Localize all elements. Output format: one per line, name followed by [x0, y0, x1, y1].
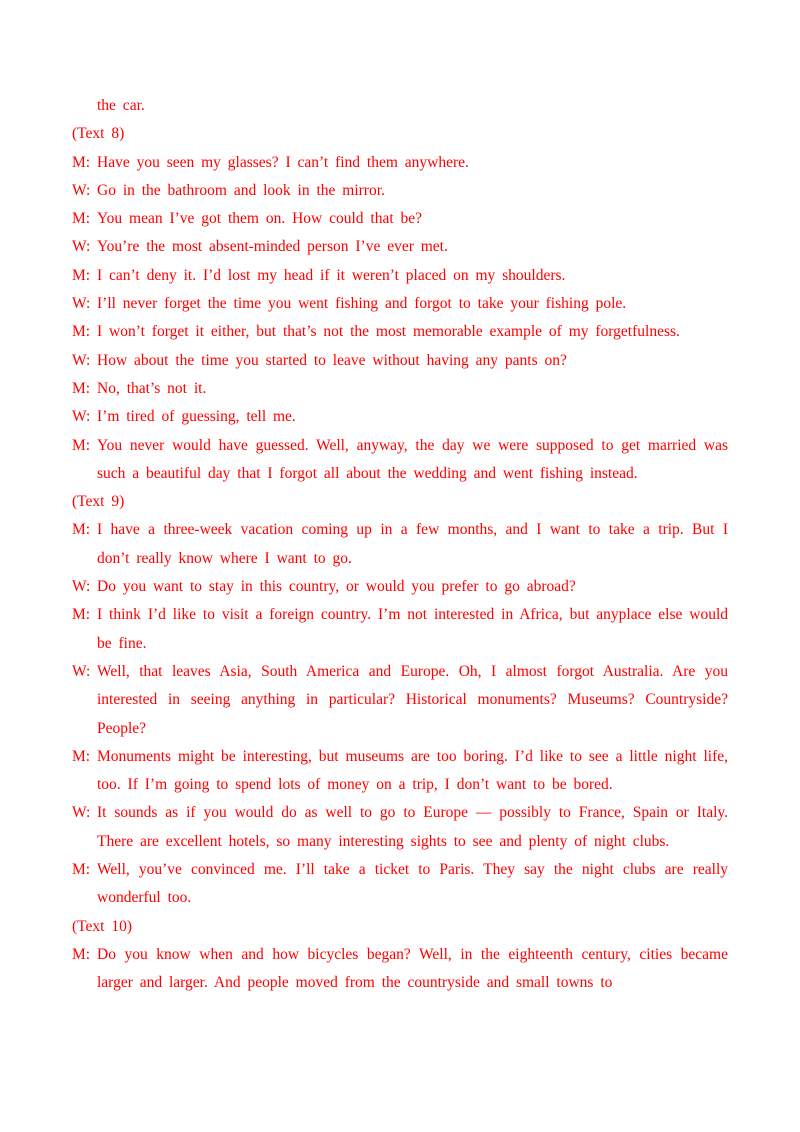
speaker-label: M: [72, 945, 91, 963]
utterance: No, that’s not it. [97, 379, 207, 397]
text-8-dialogue [72, 149, 728, 489]
dialogue-turn [72, 743, 728, 800]
utterance: You’re the most absent-minded person I’ve ever met. [97, 238, 448, 256]
utterance: Monuments might be interesting, but museums are too boring. I’d like to see a little night life, too. If I’m going to spend lots of money on a trip, I don’t want to be bored. [97, 747, 728, 794]
text-9-dialogue [72, 516, 728, 912]
dialogue-turn [72, 177, 728, 205]
dialogue-turn [72, 516, 728, 573]
utterance: Have you seen my glasses? I can’t find them anywhere. [97, 153, 469, 171]
dialogue-turn [72, 941, 728, 998]
dialogue-turn [72, 290, 728, 318]
dialogue-turn [72, 262, 728, 290]
transcript-body [72, 92, 728, 998]
speaker-label: W: [72, 578, 91, 596]
speaker-label: W: [72, 295, 91, 313]
speaker-label: W: [72, 238, 91, 256]
dialogue-turn [72, 403, 728, 431]
speaker-label: M: [72, 153, 91, 171]
speaker-label: M: [72, 747, 91, 765]
dialogue-turn [72, 233, 728, 261]
utterance: You mean I’ve got them on. How could that be? [97, 210, 423, 228]
speaker-label: M: [72, 521, 91, 539]
utterance: I have a three-week vacation coming up in a few months, and I want to take a trip. But I don’t really know where I want to go. [97, 521, 728, 567]
dialogue-turn [72, 205, 728, 233]
utterance: How about the time you started to leave without having any pants on? [97, 351, 567, 369]
dialogue-turn [72, 573, 728, 601]
dialogue-turn [72, 347, 728, 375]
utterance: You never would have guessed. Well, anyway, the day we were supposed to get married was such a beautiful day that I forgot all about the wedding and went fishing instead. [97, 436, 728, 482]
speaker-label: M: [72, 436, 91, 454]
speaker-label: M: [72, 606, 91, 624]
dialogue-turn [72, 432, 728, 489]
text-10-heading: (Text 10) [72, 917, 133, 935]
speaker-label: M: [72, 323, 91, 341]
dialogue-turn [72, 601, 728, 658]
utterance: Do you want to stay in this country, or would you prefer to go abroad? [97, 578, 576, 596]
utterance: I can’t deny it. I’d lost my head if it weren’t placed on my shoulders. [97, 266, 566, 284]
utterance: I won’t forget it either, but that’s not the most memorable example of my forgetfulness. [97, 323, 680, 341]
dialogue-turn [72, 799, 728, 856]
speaker-label: W: [72, 408, 91, 426]
speaker-label: M: [72, 266, 91, 284]
speaker-label: M: [72, 210, 91, 228]
utterance: Well, that leaves Asia, South America and Europe. Oh, I almost forgot Australia. Are you interested in seeing anything in particular? Historical monuments? Museums? Countryside? People? [97, 662, 728, 737]
utterance: Well, you’ve convinced me. I’ll take a ticket to Paris. They say the night clubs are really wonderful too. [97, 861, 728, 907]
utterance: I think I’d like to visit a foreign country. I’m not interested in Africa, but anyplace else would be fine. [97, 606, 728, 652]
dialogue-turn [72, 375, 728, 403]
dialogue-turn [72, 856, 728, 913]
speaker-label: M: [72, 379, 91, 397]
dialogue-turn [72, 658, 728, 743]
utterance: I’m tired of guessing, tell me. [97, 408, 296, 426]
text-9-heading: (Text 9) [72, 493, 125, 511]
speaker-label: W: [72, 351, 91, 369]
utterance: Do you know when and how bicycles began? Well, in the eighteenth century, cities became larger and larger. And people moved from the countryside and small towns to [97, 945, 728, 992]
utterance: It sounds as if you would do as well to go to Europe — possibly to France, Spain or Italy. There are excellent hotels, so many interesting sights to see and plenty of night clubs. [97, 804, 728, 850]
carry-over-line: the car. [97, 97, 145, 114]
speaker-label: W: [72, 662, 91, 680]
utterance: I’ll never forget the time you went fishing and forgot to take your fishing pole. [97, 295, 627, 313]
text-10-dialogue [72, 941, 728, 998]
speaker-label: M: [72, 861, 91, 879]
utterance: Go in the bathroom and look in the mirror. [97, 181, 385, 199]
dialogue-turn [72, 149, 728, 177]
text-8-heading: (Text 8) [72, 125, 125, 143]
dialogue-turn [72, 318, 728, 346]
speaker-label: W: [72, 181, 91, 199]
speaker-label: W: [72, 804, 91, 822]
